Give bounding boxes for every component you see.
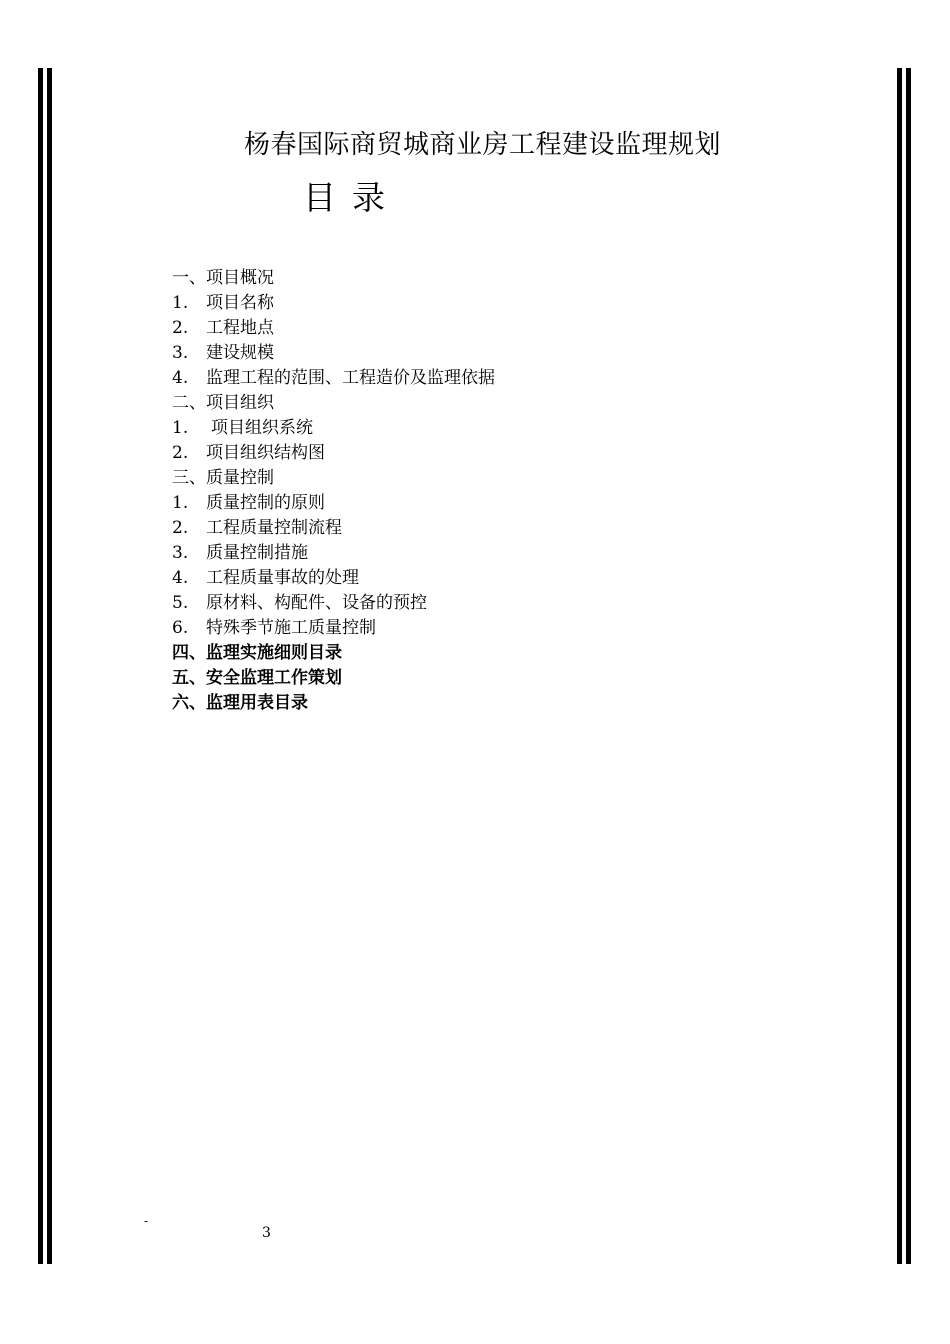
document-title: 杨春国际商贸城商业房工程建设监理规划 [244,130,722,160]
toc-section-quality-control: 三、质量控制 [172,468,274,488]
page-number: 3 [262,1225,271,1241]
toc-item: 5. 原材料、构配件、设备的预控 [172,593,427,613]
toc-item: 1. 质量控制的原则 [172,493,325,513]
left-border-inner-line [47,68,52,1264]
toc-item: 1. 项目名称 [172,293,274,313]
toc-item: 4. 工程质量事故的处理 [172,568,359,588]
footer-dash: - [144,1214,149,1228]
toc-item: 2. 项目组织结构图 [172,443,325,463]
table-of-contents [172,266,495,716]
toc-item: 3. 质量控制措施 [172,543,308,563]
toc-section-supervision-rules: 四、监理实施细则目录 [172,643,342,663]
right-border-inner-line [897,68,902,1264]
toc-item: 2. 工程地点 [172,318,274,338]
toc-item: 1. 项目组织系统 [172,418,313,438]
toc-heading: 目录 [303,178,401,217]
toc-item: 4. 监理工程的范围、工程造价及监理依据 [172,368,495,388]
toc-section-supervision-forms: 六、监理用表目录 [172,693,308,713]
toc-item: 6. 特殊季节施工质量控制 [172,618,376,638]
toc-section-project-overview: 一、项目概况 [172,268,274,288]
toc-section-safety-supervision: 五、安全监理工作策划 [172,668,342,688]
left-border-outer-line [38,68,43,1264]
toc-item: 2. 工程质量控制流程 [172,518,342,538]
right-border-outer-line [906,68,911,1264]
toc-section-project-organization: 二、项目组织 [172,393,274,413]
toc-item: 3. 建设规模 [172,343,274,363]
